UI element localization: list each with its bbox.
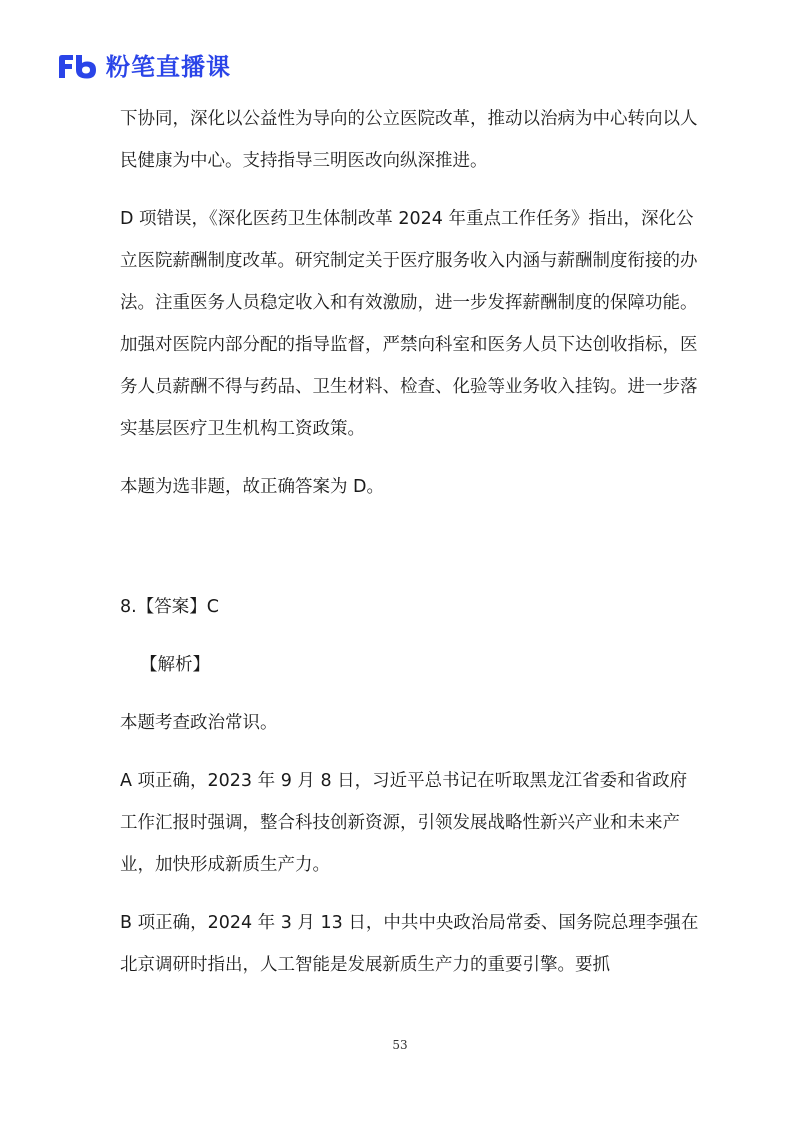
question-8-option-a: A 项正确，2023 年 9 月 8 日，习近平总书记在听取黑龙江省委和省政府工作汇报时强调，整合科技创新资源，引领发展战略性新兴产业和未来产业，加快形成新质生产力。 [120,771,688,875]
section-spacer [120,524,700,586]
page-header [56,50,231,84]
question-8-topic: 本题考查政治常识。 [120,713,278,733]
question-8-option-b: B 项正确，2024 年 3 月 13 日，中共中央政治局常委、国务院总理李强在北京调研时指出，人工智能是发展新质生产力的重要引擎。要抓 [120,913,699,975]
brand-name: 粉笔直播课 [106,53,231,81]
document-body [120,98,700,1002]
paragraph-option-d: D 项错误，《深化医药卫生体制改革 2024 年重点工作任务》指出，深化公立医院薪酬制度改革。研究制定关于医疗服务收入内涵与薪酬制度衔接的办法。注重医务人员稳定收入和有效激励，进一步发挥薪酬制度的保障功能。加强对医院内部分配的指导监督，严禁向科室和医务人员下达创收指标，医务人员薪酬不得与药品、卫生材料、检查、化验等业务收入挂钩。进一步落实基层医疗卫生机构工资政策。 [120,209,698,439]
paragraph-continuation: 下协同，深化以公益性为导向的公立医院改革，推动以治病为中心转向以人民健康为中心。支持指导三明医改向纵深推进。 [120,109,698,171]
fb-logo-icon [56,52,100,82]
page-number: 53 [392,1038,408,1052]
question-8-answer: 8.【答案】C [120,597,219,617]
question-8-analysis-label: 【解析】 [140,655,210,675]
paragraph-conclusion: 本题为选非题，故正确答案为 D。 [120,477,385,497]
